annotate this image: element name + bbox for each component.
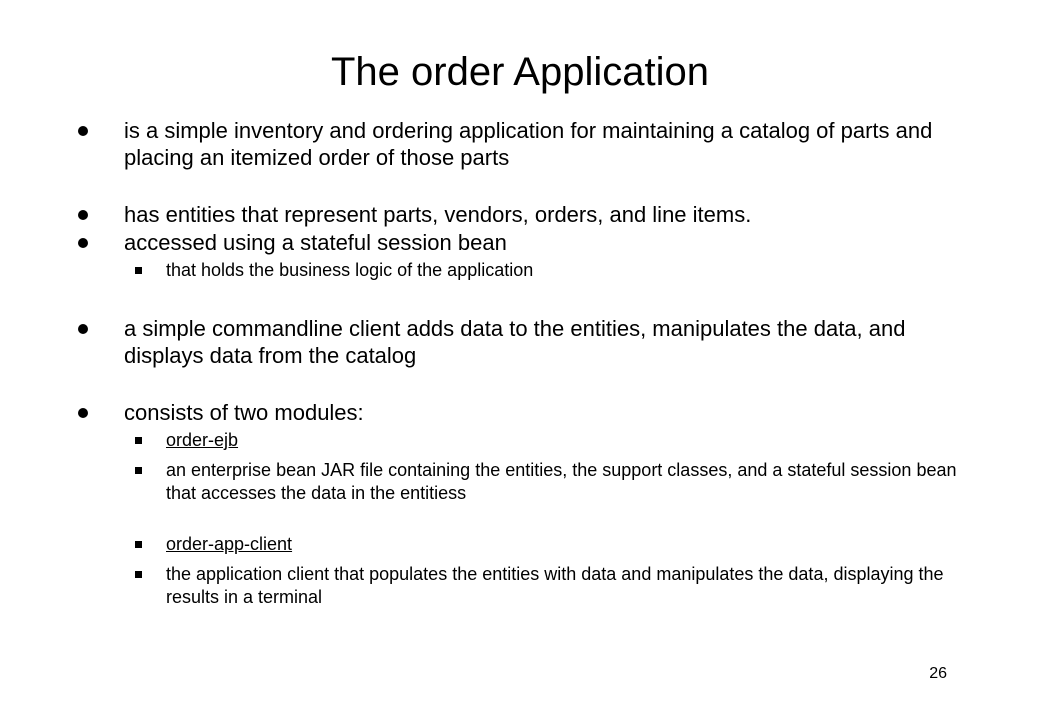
square-bullet-icon (135, 467, 142, 474)
order-ejb-link[interactable]: order-ejb (166, 430, 239, 450)
round-bullet-icon (78, 126, 88, 136)
sub-bullet-item (166, 563, 986, 609)
sub-bullet-text: an enterprise bean JAR file containing the entities, the support classes, and a stateful session bean that accesses the data in the entitiess (166, 460, 957, 503)
sub-bullet-text: the application client that populates the entities with data and manipulates the data, displaying the results in a terminal (166, 564, 944, 607)
square-bullet-icon (135, 571, 142, 578)
bullet-text: accessed using a stateful session bean (124, 230, 507, 255)
bullet-text: is a simple inventory and ordering application for maintaining a catalog of parts and placing an itemized order of those parts (124, 118, 933, 170)
round-bullet-icon (78, 408, 88, 418)
sub-bullet-item (166, 259, 986, 282)
sub-bullet-item (166, 459, 986, 505)
square-bullet-icon (135, 267, 142, 274)
bullet-text: consists of two modules: (124, 400, 364, 425)
round-bullet-icon (78, 324, 88, 334)
bullet-item (124, 399, 984, 426)
sub-bullet-text: that holds the business logic of the application (166, 260, 534, 280)
sub-bullet-item (166, 429, 986, 452)
bullet-item (124, 229, 984, 256)
bullet-text: has entities that represent parts, vendors, orders, and line items. (124, 202, 752, 227)
round-bullet-icon (78, 210, 88, 220)
round-bullet-icon (78, 238, 88, 248)
bullet-item (124, 117, 984, 171)
square-bullet-icon (135, 541, 142, 548)
slide-title: The order Application (330, 50, 709, 94)
page-number: 26 (929, 665, 947, 682)
square-bullet-icon (135, 437, 142, 444)
sub-bullet-item (166, 533, 986, 556)
bullet-item (124, 315, 984, 369)
bullet-item (124, 201, 984, 228)
order-app-client-link[interactable]: order-app-client (166, 534, 293, 554)
bullet-text: a simple commandline client adds data to the entities, manipulates the data, and displays data from the catalog (124, 316, 906, 368)
